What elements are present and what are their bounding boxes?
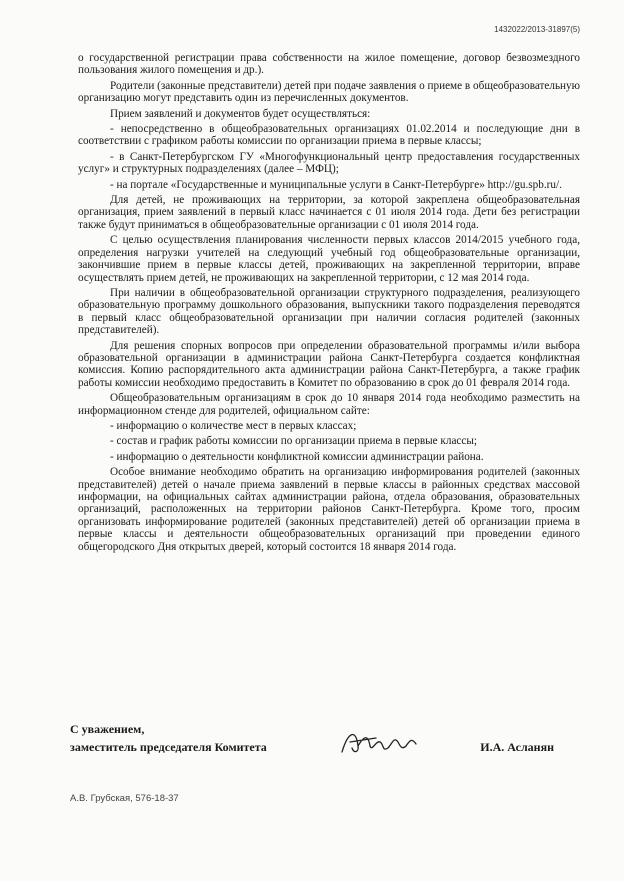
executor-contact: А.В. Грубская, 576-18-37 xyxy=(70,793,179,804)
paragraph: Для детей, не проживающих на территории, за которой закреплена общеобразовательная организация, прием заявлений в первый класс начинается с 01 июля 2014 года. Дети без регистрации также будут приниматься в общеобразовательные организации с 01 июля 2014 года. xyxy=(78,194,580,231)
handwritten-signature xyxy=(336,722,426,762)
signer-name: И.А. Асланян xyxy=(480,740,554,754)
list-item: - в Санкт-Петербургском ГУ «Многофункциональный центр предоставления государственных услуг» и структурных подразделениях (далее – МФЦ); xyxy=(78,150,580,176)
paragraph: Особое внимание необходимо обратить на организацию информирования родителей (законных представителей) детей о начале приема заявлений в первые классы в районных средствах массовой информации, на официальных сайтах администрации района, отдела образования, образовательных организаций, расположенных на территории районов Санкт-Петербурга. Кроме того, просим организовать информирование родителей (законных представителей) детей об организации приема в первые классы и деятельности общеобразовательных организаций при проведении единого общегородского Дня открытых дверей, который состоится 18 января 2014 года. xyxy=(78,466,580,553)
paragraph: Для решения спорных вопросов при определении образовательной программы и/или выбора образовательной организации в администрации района Санкт-Петербурга создается конфликтная комиссия. Копию распорядительного акта администрации района Санкт-Петербурга, а также график работы комиссии необходимо предоставить в Комитет по образованию в срок до 01 февраля 2014 года. xyxy=(78,339,580,389)
paragraph: Общеобразовательным организациям в срок до 10 января 2014 года необходимо разместить на информационном стенде для родителей, официальном сайте: xyxy=(78,392,580,417)
list-item: - информацию о количестве мест в первых классах; xyxy=(110,419,357,432)
closing-block xyxy=(70,720,590,760)
paragraph-continuation: о государственной регистрации права собственности на жилое помещение, договор безвозмездного пользования жилого помещения и др.). xyxy=(78,52,580,77)
closing-salutation: С уважением, xyxy=(70,722,145,736)
paragraph: С целью осуществления планирования численности первых классов 2014/2015 учебного года, определения нагрузки учителей на следующий учебный год общеобразовательные организации, закончившие прием в первые классы детей, проживающих на закрепленной территории, вправе осуществлять прием детей, не проживающих на закрепленной территории, с 12 мая 2014 года. xyxy=(78,234,580,284)
list-item: - на портале «Государственные и муниципальные услуги в Санкт-Петербурге» http://gu.spb.ru/. xyxy=(110,178,562,191)
document-number: 1432022/2013-31897(5) xyxy=(494,25,580,34)
letter-body xyxy=(78,52,580,556)
signer-position: заместитель председателя Комитета xyxy=(70,740,267,754)
list-item: - непосредственно в общеобразовательных организациях 01.02.2014 и последующие дни в соответствии с графиком работы комиссии по организации приема в первые классы; xyxy=(78,123,580,148)
list-item: - состав и график работы комиссии по организации приема в первые классы; xyxy=(110,435,477,448)
paragraph: При наличии в общеобразовательной организации структурного подразделения, реализующего образовательную программу дошкольного образования, выпускники такого подразделения переводятся в первый класс общеобразовательной организации при наличии согласия родителей (законных представителей). xyxy=(78,286,580,337)
list-item: - информацию о деятельности конфликтной комиссии администрации района. xyxy=(110,450,484,463)
paragraph: Родители (законные представители) детей при подаче заявления о приеме в общеобразовательную организацию могут представить один из перечисленных документов. xyxy=(78,79,580,105)
paragraph: Прием заявлений и документов будет осуществляться: xyxy=(110,107,371,120)
